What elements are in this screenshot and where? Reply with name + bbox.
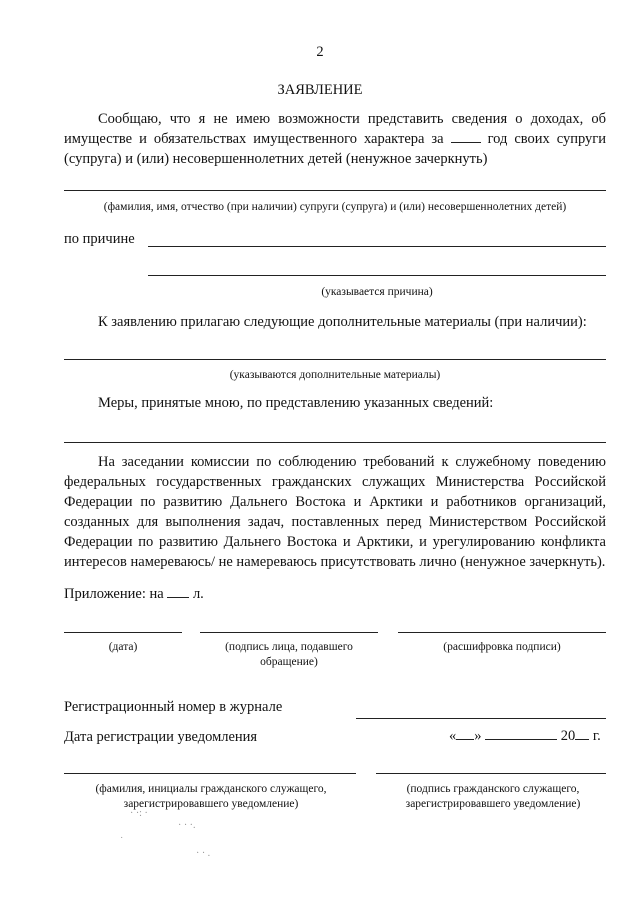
- registration-date-field: [449, 726, 601, 746]
- reason-label: по причине: [64, 231, 135, 247]
- measures-text: Меры, принятые мною, по представлению указанных сведений:: [98, 395, 494, 411]
- attachment-suffix: л.: [192, 586, 204, 602]
- registration-number-label: Регистрационный номер в журнале: [64, 699, 283, 715]
- date-open-quote: «: [449, 728, 457, 744]
- reason-caption: (указывается причина): [321, 286, 433, 298]
- attachment-label: Приложение: на: [64, 586, 164, 602]
- year-blank[interactable]: [451, 130, 481, 143]
- reason-line-1[interactable]: [148, 246, 606, 247]
- materials-line[interactable]: [64, 359, 606, 360]
- reason-line-2[interactable]: [148, 275, 606, 276]
- registration-number-line[interactable]: [356, 718, 606, 719]
- month-blank[interactable]: [485, 727, 557, 740]
- materials-text: К заявлению прилагаю следующие дополнительные материалы (при наличии):: [98, 314, 587, 330]
- measures-line[interactable]: [64, 442, 606, 443]
- materials-caption: (указываются дополнительные материалы): [229, 369, 441, 381]
- registrar-signature-line[interactable]: [376, 773, 606, 774]
- scan-speck: · ·: ·: [130, 808, 148, 819]
- year-digits-blank[interactable]: [575, 727, 589, 740]
- signature-caption: (подпись лица, подавшего обращение): [225, 641, 353, 668]
- document-title: ЗАЯВЛЕНИЕ: [277, 82, 363, 98]
- registration-date-label: Дата регистрации уведомления: [64, 729, 258, 745]
- day-blank[interactable]: [456, 727, 474, 740]
- registrar-signature-caption: (подпись гражданского служащего, зарегистрировавшего уведомление): [405, 783, 581, 810]
- intro-text-part2: год своих супруги (супруга) и (или) несовершеннолетних детей (ненужное зачеркнуть): [64, 131, 607, 167]
- fio-line[interactable]: [64, 190, 606, 191]
- year-suffix: г.: [592, 728, 601, 744]
- date-caption: (дата): [108, 641, 138, 653]
- intro-text-part1: Сообщаю, что я не имею возможности представить сведения о доходах, об имуществе и обязательствах имущественного характера за: [64, 111, 606, 147]
- registrar-name-caption: (фамилия, инициалы гражданского служащего, зарегистрировавшего уведомление): [95, 783, 327, 810]
- scan-speck: ˙: [120, 836, 124, 847]
- commission-paragraph: На заседании комиссии по соблюдению требований к служебному поведению федеральных государственных гражданских служащих Министерства Российской Федерации по развитию Дальнего Востока и Арктики и работников организаций, созданных для выполнения задач, поставленных перед Министерством Российской Федерации по развитию Дальнего Востока и Арктики, и урегулированию конфликта интересов намереваюсь/ не намереваюсь присутствовать лично (ненужное зачеркнуть).: [64, 454, 606, 570]
- intro-paragraph: [64, 109, 606, 169]
- registrar-name-line[interactable]: [64, 773, 356, 774]
- scan-speck: · · ·.: [178, 820, 196, 831]
- decoding-caption: (расшифровка подписи): [443, 641, 561, 653]
- date-close-quote: »: [474, 728, 482, 744]
- date-line[interactable]: [64, 632, 182, 633]
- year-prefix: 20: [560, 728, 576, 744]
- attachment-line: [64, 584, 204, 604]
- fio-caption: (фамилия, имя, отчество (при наличии) супруги (супруга) и (или) несовершеннолетних детей): [103, 201, 567, 213]
- page-number: 2: [316, 44, 324, 60]
- attachment-pages-blank[interactable]: [167, 585, 189, 598]
- decoding-line[interactable]: [398, 632, 606, 633]
- signature-line[interactable]: [200, 632, 378, 633]
- scan-speck: · · .: [196, 848, 211, 859]
